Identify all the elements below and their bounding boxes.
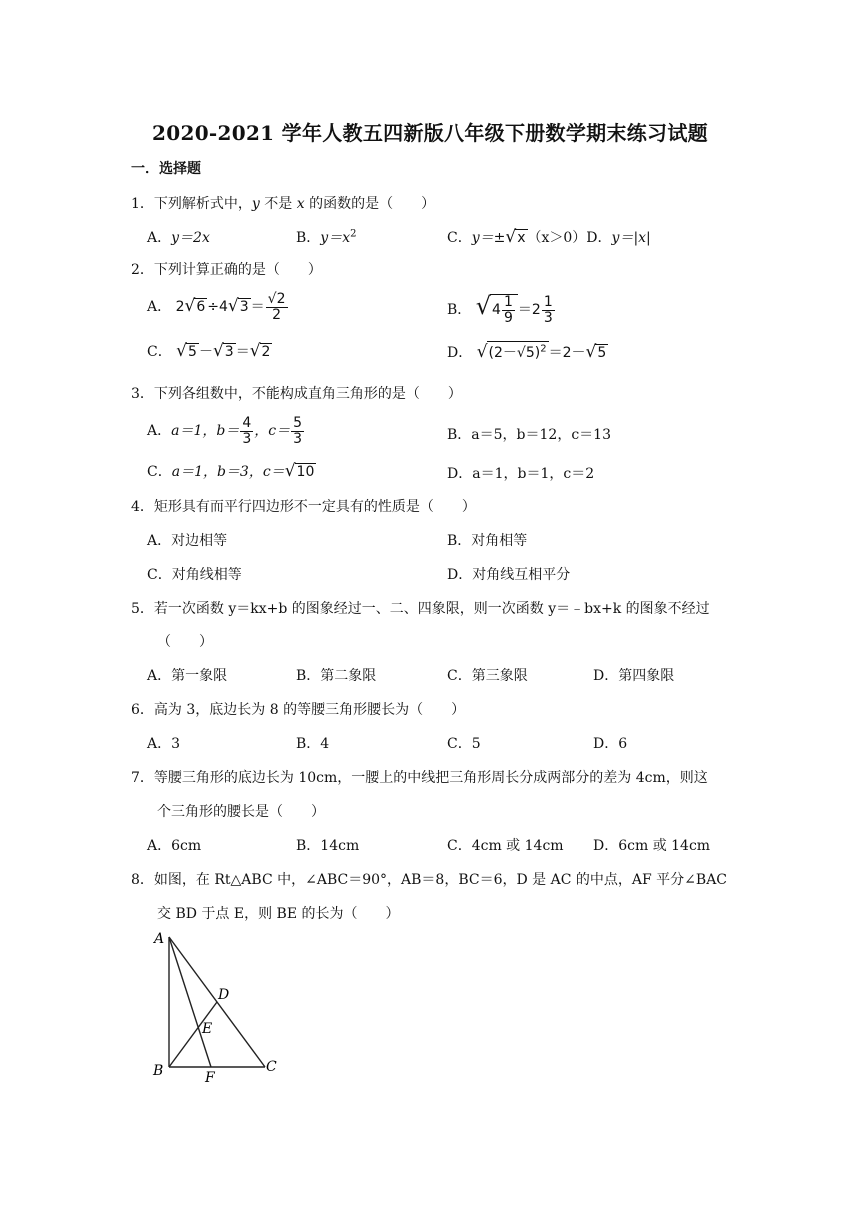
question-7-option-c: C．4cm 或 14cm — [447, 838, 564, 854]
question-8-stem-cont: 交 BD 于点 E，则 BE 的长为（ ） — [157, 906, 400, 922]
label-a: A — [154, 931, 165, 947]
segment-af — [169, 937, 211, 1067]
label-f: F — [205, 1070, 215, 1085]
question-7-option-a: A．6cm — [147, 838, 202, 854]
page-title: 2020-2021 学年人教五四新版八年级下册数学期末练习试题 — [152, 121, 708, 145]
question-3-option-b: B．a＝5，b＝12，c＝13 — [447, 427, 611, 443]
question-2-option-b: B． √4 $\frac{1}{9}$ ＝2 $\frac{1}{3}$ — [447, 292, 556, 325]
question-7-option-b: B．14cm — [296, 838, 360, 854]
question-1-stem: 1．下列解析式中，y 不是 x 的函数的是（ ） — [131, 196, 436, 212]
question-5-option-b: B．第二象限 — [296, 668, 377, 684]
question-4-option-d: D．对角线互相平分 — [447, 567, 571, 583]
question-7-option-d: D．6cm 或 14cm — [593, 838, 711, 854]
question-2-stem: 2．下列计算正确的是（ ） — [131, 262, 322, 278]
question-5-option-d: D．第四象限 — [593, 668, 675, 684]
question-5-option-a: A．第一象限 — [147, 668, 228, 684]
question-5-option-c: C．第三象限 — [447, 668, 528, 684]
question-1-option-b: B．$y=x^2$ — [296, 228, 357, 246]
question-3-stem: 3．下列各组数中，不能构成直角三角形的是（ ） — [131, 386, 462, 402]
question-5-stem-cont: （ ） — [157, 634, 213, 650]
question-4-option-a: A．对边相等 — [147, 533, 228, 549]
question-3-option-c: C．a＝1，b＝3，c＝√10 — [147, 461, 315, 481]
question-4-stem: 4．矩形具有而平行四边形不一定具有的性质是（ ） — [131, 499, 476, 515]
formula-2a: 2√6 ÷4√3 ＝ $\frac{√2}{2}$ — [175, 291, 286, 323]
question-6-stem: 6．高为 3，底边长为 8 的等腰三角形腰长为（ ） — [131, 702, 466, 718]
formula-2d: $√(2-√5)^2 =2-√5$ — [476, 342, 607, 362]
question-4-option-b: B．对角相等 — [447, 533, 528, 549]
section-heading: 一．选择题 — [131, 161, 201, 177]
question-6-option-b: B．4 — [296, 736, 330, 752]
question-2-option-a: A． 2√6 ÷4√3 ＝ $\frac{√2}{2}$ — [147, 292, 289, 322]
formula-2b: √4 $\frac{1}{9}$ ＝2 $\frac{1}{3}$ — [475, 292, 553, 326]
label-b: B — [153, 1063, 164, 1079]
question-2-option-d: D． $√(2-√5)^2 =2-√5$ — [447, 342, 607, 362]
label-d: D — [218, 987, 230, 1003]
triangle-figure — [145, 925, 295, 1085]
question-6-option-c: C．5 — [447, 736, 481, 752]
label-e: E — [202, 1021, 213, 1037]
question-1-option-a: A．y＝2x — [147, 230, 210, 246]
question-3-option-a: A．a＝1，b＝ $\frac{4}{3}$ ，c＝ $\frac{5}{3}$ — [147, 415, 303, 447]
question-1-option-c-d: C．y＝±√x （x＞0）D．y＝|x| — [447, 227, 651, 247]
question-5-stem: 5．若一次函数 y＝kx+b 的图象经过一、二、四象限，则一次函数 y＝﹣bx+k 的图象不经过 — [131, 601, 710, 617]
question-6-option-a: A．3 — [147, 736, 181, 752]
question-6-option-d: D．6 — [593, 736, 628, 752]
question-3-option-d: D．a＝1，b＝1，c＝2 — [447, 466, 595, 482]
question-2-option-c: C． √5 －√3 ＝√2 — [147, 341, 271, 361]
question-7-stem-cont: 个三角形的腰长是（ ） — [157, 804, 325, 820]
question-4-option-c: C．对角线相等 — [147, 567, 242, 583]
formula-2c: √5 －√3 ＝√2 — [176, 341, 271, 361]
question-7-stem: 7．等腰三角形的底边长为 10cm，一腰上的中线把三角形周长分成两部分的差为 4cm，则这 — [131, 770, 708, 786]
label-c: C — [266, 1059, 277, 1075]
question-8-stem: 8．如图，在 Rt△ABC 中，∠ABC＝90°，AB＝8，BC＝6，D 是 AC 的中点，AF 平分∠BAC — [131, 872, 728, 888]
